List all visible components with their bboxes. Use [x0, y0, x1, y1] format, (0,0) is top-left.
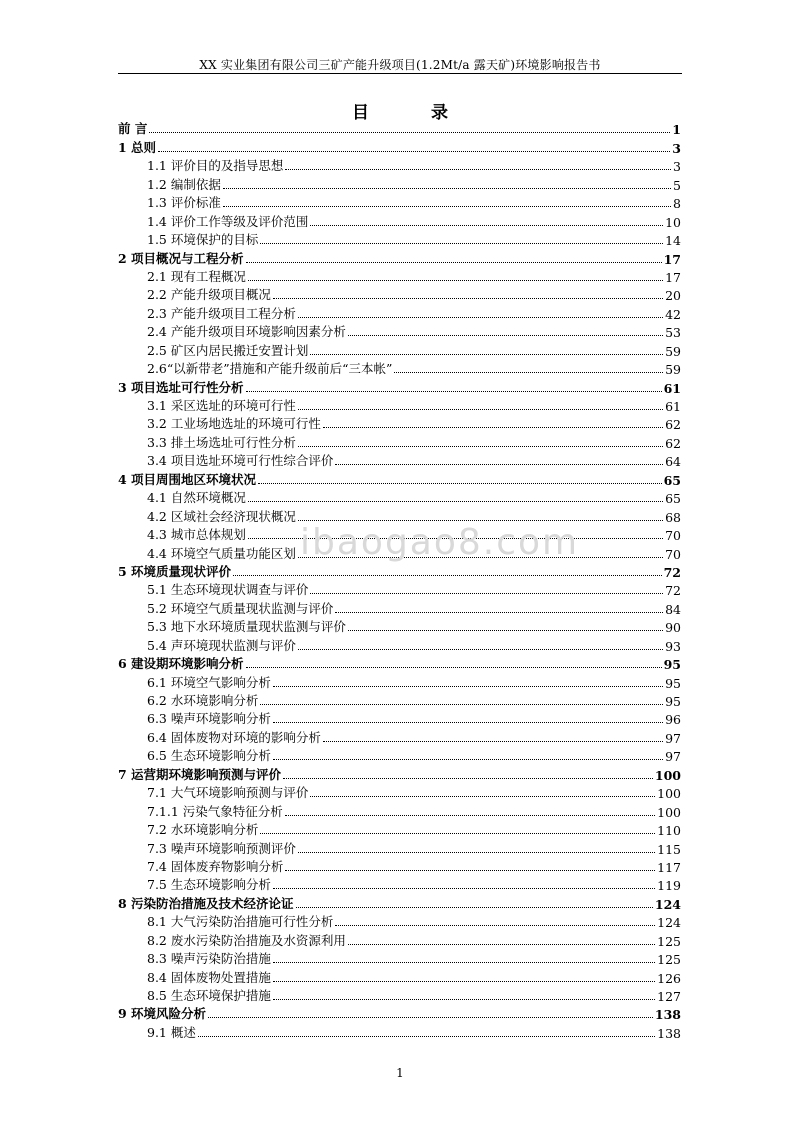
toc-entry-title: 6.5 生态环境影响分析: [147, 748, 271, 764]
toc-entry[interactable]: [118, 562, 681, 580]
toc-entry-title: 1 总则: [118, 139, 157, 155]
toc-entry-page: 42: [665, 306, 681, 322]
dot-leader: [285, 815, 655, 816]
toc-entry[interactable]: [118, 617, 681, 635]
toc-entry[interactable]: [118, 691, 681, 709]
dot-leader: [285, 169, 671, 170]
dot-leader: [335, 464, 663, 465]
dot-leader: [248, 280, 663, 281]
dot-leader: [310, 593, 663, 594]
toc-entry-page: 90: [665, 620, 681, 636]
toc-entry-page: 96: [665, 712, 681, 728]
toc-entry-page: 138: [654, 1007, 681, 1023]
toc-entry[interactable]: [118, 377, 681, 395]
toc-entry-page: 95: [665, 694, 681, 709]
watermark: ibaogao8.com: [300, 522, 580, 563]
toc-entry-page: 59: [665, 343, 681, 359]
toc-entry-title: 2.4 产能升级项目环境影响因素分析: [147, 324, 346, 340]
toc-entry[interactable]: [118, 1022, 681, 1040]
toc-entry-page: 126: [657, 970, 681, 986]
toc-entry[interactable]: [118, 174, 681, 192]
toc-entry-page: 65: [665, 491, 681, 507]
dot-leader: [273, 999, 655, 1000]
toc-entry-page: 70: [665, 528, 681, 544]
dot-leader: [335, 612, 663, 613]
toc-entry[interactable]: [118, 469, 681, 487]
toc-entry-title: 8.1 大气污染防治措施可行性分析: [147, 914, 334, 930]
toc-entry-page: 117: [657, 859, 681, 875]
toc-entry[interactable]: [118, 119, 681, 137]
toc-entry[interactable]: [118, 303, 681, 321]
toc-entry[interactable]: [118, 875, 681, 893]
dot-leader: [198, 1036, 655, 1037]
toc-entry[interactable]: [118, 672, 681, 690]
toc-entry-page: 72: [663, 564, 681, 580]
dot-leader: [310, 796, 655, 797]
toc-entry-title: 1.4 评价工作等级及评价范围: [147, 213, 309, 229]
toc-entry-page: 124: [657, 915, 681, 931]
toc-entry-title: 3.4 项目选址环境可行性综合评价: [147, 453, 334, 469]
dot-leader: [323, 741, 663, 742]
dot-leader: [208, 1017, 653, 1018]
toc-entry-page: 20: [665, 288, 681, 304]
toc-entry[interactable]: [118, 654, 681, 672]
toc-entry-title: 2.5 矿区内居民搬迁安置计划: [147, 342, 309, 358]
toc-entry-title: 7.1 大气环境影响预测与评价: [147, 785, 309, 801]
dot-leader: [273, 981, 655, 982]
dot-leader: [260, 833, 655, 834]
dot-leader: [258, 483, 662, 484]
dot-leader: [298, 852, 655, 853]
dot-leader: [348, 630, 663, 631]
toc-entry-page: 127: [657, 989, 681, 1004]
toc-entry-title: 6 建设期环境影响分析: [118, 656, 244, 672]
toc-entry-page: 95: [665, 675, 681, 691]
toc-entry[interactable]: [118, 598, 681, 616]
toc-entry-page: 5: [673, 177, 681, 193]
toc-entry-title: 2 项目概况与工程分析: [118, 250, 244, 266]
toc-entry-page: 72: [665, 583, 681, 599]
toc-entry-page: 100: [657, 786, 681, 802]
toc-entry[interactable]: [118, 359, 681, 377]
toc-entry-title: 3.3 排土场选址可行性分析: [147, 434, 296, 450]
toc-entry-page: 61: [665, 399, 681, 414]
toc-entry-title: 4.1 自然环境概况: [147, 490, 246, 506]
toc-entry[interactable]: [118, 930, 681, 948]
toc-entry-title: 5.1 生态环境现状调查与评价: [147, 582, 309, 598]
dot-leader: [273, 722, 663, 723]
toc-entry-title: 5 环境质量现状评价: [118, 563, 232, 579]
dot-leader: [298, 409, 663, 410]
toc-entry[interactable]: [118, 820, 681, 838]
dot-leader: [246, 262, 662, 263]
dot-leader: [223, 188, 671, 189]
dot-leader: [283, 778, 653, 779]
dot-leader: [310, 354, 663, 355]
toc-entry[interactable]: [118, 432, 681, 450]
toc-entry-page: 70: [665, 546, 681, 562]
toc-entry-title: 4 项目周围地区环境状况: [118, 471, 257, 487]
toc-entry-title: 2.3 产能升级项目工程分析: [147, 305, 296, 321]
dot-leader: [394, 372, 663, 373]
dot-leader: [273, 686, 663, 687]
toc-entry-title: 7.4 固体废弃物影响分析: [147, 858, 284, 874]
toc-entry-title: 3 项目选址可行性分析: [118, 379, 244, 395]
toc-entry[interactable]: [118, 211, 681, 229]
dot-leader: [285, 870, 655, 871]
dot-leader: [348, 944, 655, 945]
toc-entry[interactable]: [118, 396, 681, 414]
toc-entry-page: 3: [672, 140, 681, 156]
dot-leader: [273, 962, 655, 963]
toc-entry-title: 9.1 概述: [147, 1024, 196, 1040]
toc-entry-title: 4.2 区域社会经济现状概况: [147, 508, 296, 524]
toc-entry-page: 59: [665, 362, 681, 378]
toc-entry[interactable]: [118, 230, 681, 248]
toc-entry-title: 8 污染防治措施及技术经济论证: [118, 895, 294, 911]
toc-entry-page: 14: [665, 233, 681, 249]
toc-entry-title: 6.2 水环境影响分析: [147, 693, 259, 708]
toc-entry-title: 6.3 噪声环境影响分析: [147, 711, 271, 727]
toc-entry-page: 97: [665, 749, 681, 765]
toc-entry-page: 64: [665, 454, 681, 470]
toc-entry-title: 8.5 生态环境保护措施: [147, 988, 271, 1003]
toc-entry-title: 5.4 声环境现状监测与评价: [147, 637, 296, 653]
toc-entry-title: 2.6“以新带老”措施和产能升级前后“三本帐”: [147, 361, 393, 377]
dot-leader: [348, 335, 663, 336]
toc-entry-page: 17: [663, 251, 681, 267]
dot-leader: [335, 925, 655, 926]
toc-entry-title: 1.3 评价标准: [147, 195, 221, 211]
toc-entry[interactable]: [118, 340, 681, 358]
toc-entry-title: 8.2 废水污染防治措施及水资源利用: [147, 932, 346, 948]
header-divider: [118, 73, 682, 74]
toc-entry-title: 8.3 噪声污染防治措施: [147, 951, 271, 967]
toc-entry-title: 2.1 现有工程概况: [147, 268, 246, 284]
toc-entry[interactable]: [118, 285, 681, 303]
toc-entry-title: 5.2 环境空气质量现状监测与评价: [147, 600, 334, 616]
toc-entry-page: 3: [673, 159, 681, 175]
toc-entry-page: 125: [657, 933, 681, 949]
dot-leader: [296, 907, 653, 908]
dot-leader: [260, 243, 663, 244]
toc-entry-title: 7.3 噪声环境影响预测评价: [147, 840, 296, 856]
dot-leader: [246, 667, 662, 668]
dot-leader: [273, 888, 655, 889]
page-number: 1: [396, 1066, 404, 1080]
toc-entry-page: 100: [654, 767, 681, 783]
toc-entry[interactable]: [118, 451, 681, 469]
dot-leader: [298, 446, 663, 447]
toc-entry[interactable]: [118, 986, 681, 1004]
toc-entry-title: 4.3 城市总体规划: [147, 527, 246, 543]
toc-entry-page: 68: [665, 509, 681, 525]
dot-leader: [223, 206, 671, 207]
toc-entry-page: 53: [665, 325, 681, 341]
toc-entry[interactable]: [118, 267, 681, 285]
toc-entry[interactable]: [118, 801, 681, 819]
toc-entry[interactable]: [118, 1004, 681, 1022]
toc-entry[interactable]: [118, 783, 681, 801]
toc-entry-page: 115: [657, 841, 681, 857]
table-of-contents: [118, 119, 681, 1041]
toc-entry[interactable]: [118, 414, 681, 432]
toc-entry[interactable]: [118, 709, 681, 727]
toc-entry-title: 9 环境风险分析: [118, 1006, 207, 1022]
toc-entry-page: 97: [665, 730, 681, 746]
toc-entry-title: 1.1 评价目的及指导思想: [147, 158, 284, 174]
toc-entry[interactable]: [118, 137, 681, 155]
page-header: XX 实业集团有限公司三矿产能升级项目(1.2Mt/a 露天矿)环境影响报告书: [199, 58, 601, 72]
toc-entry-title: 3.2 工业场地选址的环境可行性: [147, 416, 321, 432]
toc-entry-title: 6.4 固体废物对环境的影响分析: [147, 729, 321, 745]
toc-entry-title: 4.4 环境空气质量功能区划: [147, 545, 296, 561]
toc-entry[interactable]: [118, 746, 681, 764]
toc-entry-title: 3.1 采区选址的环境可行性: [147, 398, 296, 413]
toc-entry[interactable]: [118, 322, 681, 340]
toc-entry-title: 1.2 编制依据: [147, 176, 221, 192]
toc-entry[interactable]: [118, 248, 681, 266]
toc-title: 目 录: [352, 103, 476, 123]
dot-leader: [149, 132, 670, 133]
dot-leader: [158, 151, 670, 152]
toc-entry[interactable]: [118, 857, 681, 875]
toc-entry-page: 1: [672, 122, 681, 138]
dot-leader: [260, 704, 663, 705]
toc-entry-page: 61: [663, 380, 681, 396]
toc-entry[interactable]: [118, 838, 681, 856]
toc-entry[interactable]: [118, 727, 681, 745]
toc-entry[interactable]: [118, 156, 681, 174]
dot-leader: [233, 575, 662, 576]
toc-entry[interactable]: [118, 635, 681, 653]
toc-entry[interactable]: [118, 949, 681, 967]
toc-entry-page: 62: [665, 417, 681, 433]
dot-leader: [273, 759, 663, 760]
toc-entry-title: 5.3 地下水环境质量现状监测与评价: [147, 619, 346, 635]
dot-leader: [298, 317, 663, 318]
toc-entry-page: 138: [657, 1025, 681, 1041]
toc-entry-title: 7 运营期环境影响预测与评价: [118, 766, 282, 782]
dot-leader: [323, 427, 663, 428]
toc-entry-page: 110: [657, 823, 681, 839]
toc-entry-title: 7.5 生态环境影响分析: [147, 877, 271, 893]
toc-entry-page: 84: [665, 601, 681, 617]
toc-entry-page: 119: [657, 878, 681, 894]
dot-leader: [310, 225, 663, 226]
toc-entry-page: 62: [665, 435, 681, 451]
toc-entry-title: 7.1.1 污染气象特征分析: [147, 803, 283, 819]
toc-entry[interactable]: [118, 893, 681, 911]
dot-leader: [273, 298, 663, 299]
toc-entry-title: 2.2 产能升级项目概况: [147, 287, 271, 303]
toc-entry[interactable]: [118, 580, 681, 598]
toc-entry-title: 6.1 环境空气影响分析: [147, 674, 271, 690]
toc-entry-page: 100: [657, 804, 681, 820]
toc-entry-page: 124: [654, 896, 681, 912]
toc-entry-title: 1.5 环境保护的目标: [147, 232, 259, 248]
toc-entry-title: 8.4 固体废物处置措施: [147, 969, 271, 985]
toc-entry[interactable]: [118, 488, 681, 506]
dot-leader: [246, 391, 662, 392]
toc-entry-page: 10: [665, 214, 681, 230]
toc-entry[interactable]: [118, 193, 681, 211]
dot-leader: [248, 501, 663, 502]
toc-entry-page: 17: [665, 269, 681, 285]
toc-entry[interactable]: [118, 912, 681, 930]
toc-entry-title: 前 言: [118, 121, 148, 137]
toc-entry[interactable]: [118, 967, 681, 985]
dot-leader: [298, 520, 663, 521]
toc-entry-page: 95: [663, 657, 681, 673]
toc-entry-title: 7.2 水环境影响分析: [147, 822, 259, 838]
toc-entry[interactable]: [118, 764, 681, 782]
toc-entry-page: 93: [665, 638, 681, 654]
dot-leader: [298, 649, 663, 650]
toc-entry-page: 125: [657, 952, 681, 968]
toc-entry-page: 65: [663, 472, 681, 488]
toc-entry-page: 8: [673, 196, 681, 212]
